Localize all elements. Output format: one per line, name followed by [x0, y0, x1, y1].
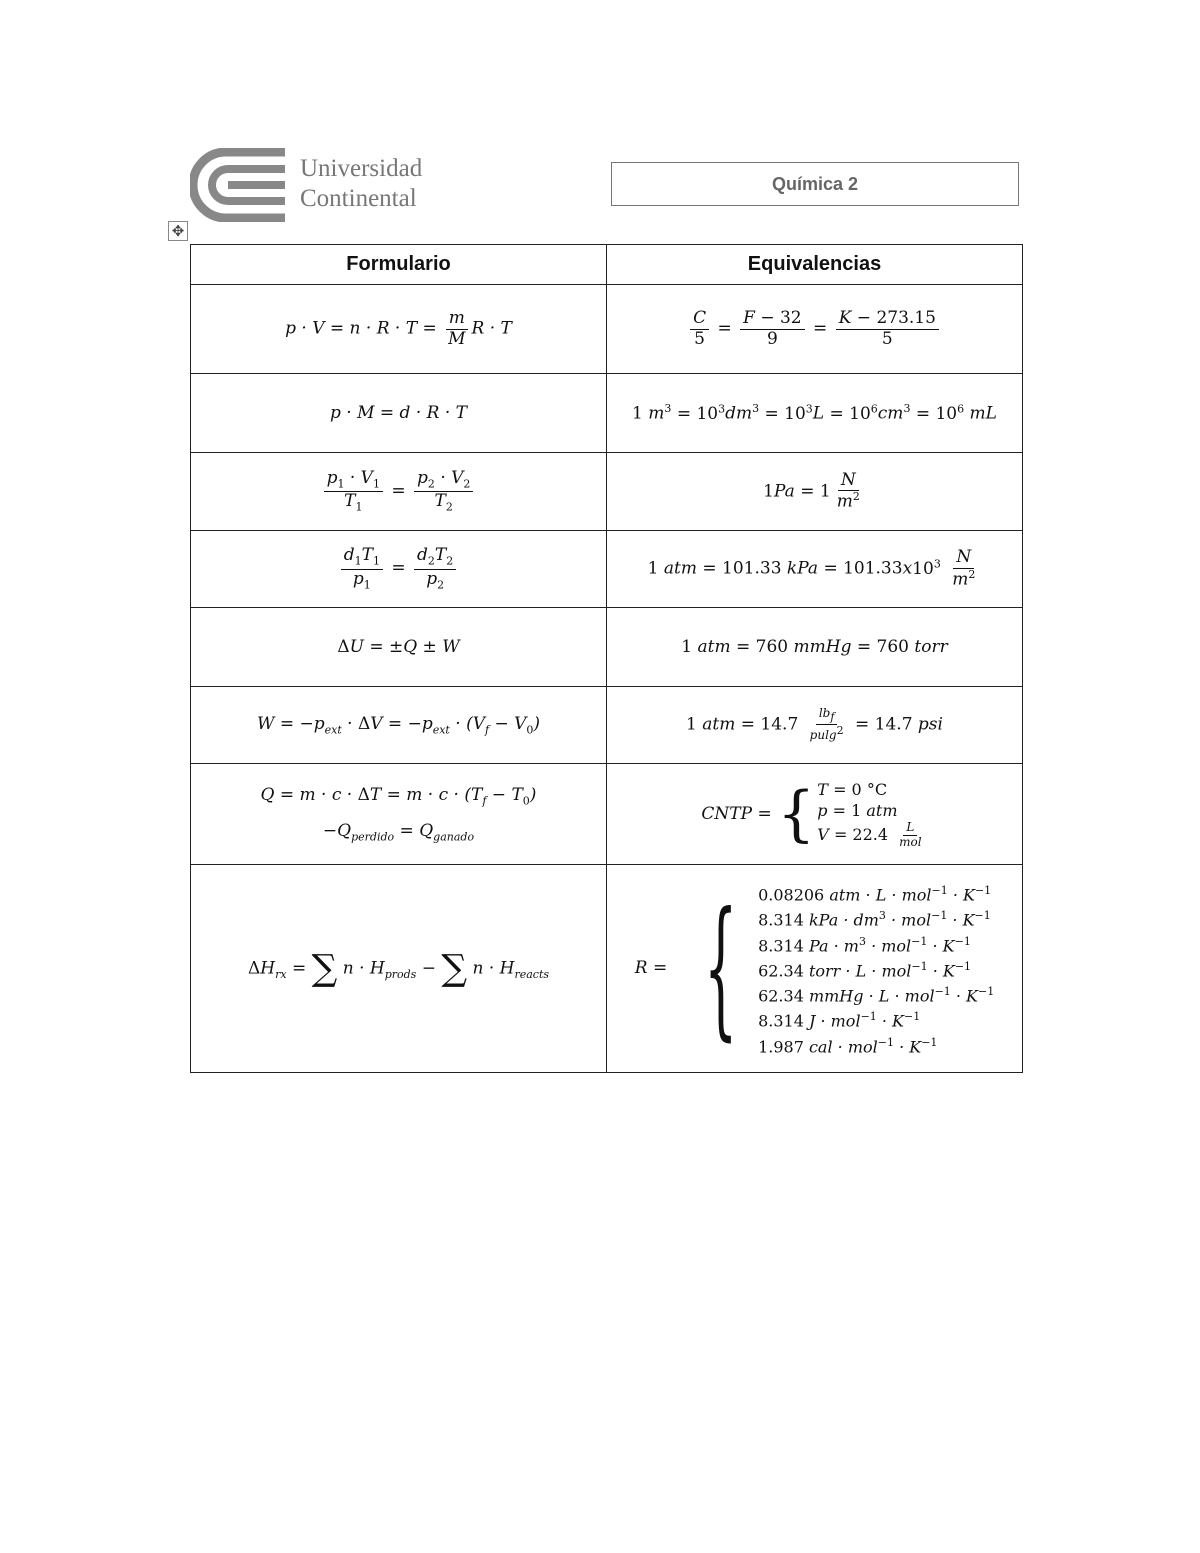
- university-logo: [190, 148, 460, 222]
- formula-heat: $Q = m \cdot c \cdot \Delta T = m \cdot c \cdot (T_f - T_0)$ $-Q_{perdido} = Q_{ganado}$: [191, 764, 607, 865]
- formula-table: [190, 244, 1023, 1073]
- equiv-volume: 1 $m^3 = 10^3dm^3 = 10^3L = 10^6cm^3 = 10^6$ mL: [607, 374, 1023, 453]
- equiv-atm-psi: 1 atm = 14.7 $\frac{lb_f}{pulg^2}$ = 14.7 psi: [607, 687, 1023, 764]
- logo-line-1: Universidad: [300, 155, 423, 182]
- formula-density: p · M = d · R · T: [191, 374, 607, 453]
- table-move-handle-icon[interactable]: ✥: [168, 221, 188, 241]
- header-equivalencias: Equivalencias: [607, 245, 1023, 285]
- formula-first-law: ΔU = ±Q ± W: [191, 608, 607, 687]
- logo-line-2: Continental: [300, 185, 417, 212]
- header-formulario: Formulario: [191, 245, 607, 285]
- equiv-temperature: $\frac{C}{5}$ = $\frac{F - 32}{9}$ = $\frac{K - 273.15}{5}$: [607, 285, 1023, 374]
- formula-work: $W = -p_{ext} \cdot \Delta V = -p_{ext} \cdot (V_f - V_0)$: [191, 687, 607, 764]
- equiv-gas-constant: R = { 0.08206 atm · $L \cdot mol^{-1} \cdot K^{-1}$ 8.314 kPa · $dm^3 \cdot mol^{-1} \cdot K^{-1}$ 8.314 $Pa \cdot m^3 \cdot mol^{-1} \cdot K^{-1}$ 62.34 torr · $L \cdot mol^{-1} \cdot K^{-1}$ 62.34 mmHg · $L \cdot mol^{-1} \cdot K^{-1}$ 8.314 $J \cdot mol^{-1} \cdot K^{-1}$ 1.987 cal · $mol^{-1} \cdot K^{-1}$: [607, 865, 1023, 1073]
- formula-ideal-gas: p · V = n · R · T = $\frac{m}{M}$ R · T: [191, 285, 607, 374]
- equiv-atm-mmhg: 1 atm = 760 mmHg = 760 torr: [607, 608, 1023, 687]
- formula-enthalpy: $\Delta H_{rx}$ = ∑ $n \cdot H_{prods}$ − ∑ $n \cdot H_{reacts}$: [191, 865, 607, 1073]
- formula-density-ratio: $\frac{d_1T_1}{p_1}$ = $\frac{d_2T_2}{p_2}$: [191, 531, 607, 608]
- equiv-atm-kpa: 1 atm = 101.33 kPa = $101.33x10^3$ $\frac{N}{m^2}$: [607, 531, 1023, 608]
- formula-combined-gas: $\frac{p_1 \cdot V_1}{T_1}$ = $\frac{p_2 \cdot V_2}{T_2}$: [191, 453, 607, 531]
- equiv-pascal: 1Pa = 1 $\frac{N}{m^2}$: [607, 453, 1023, 531]
- course-title: Química 2: [611, 162, 1019, 206]
- logo-emblem-icon: [190, 148, 295, 222]
- equiv-cntp: CNTP = { T = 0 °C p = 1 atm V = 22.4 $\frac{L}{\text{mol}}$: [607, 764, 1023, 865]
- logo-wordmark: [300, 154, 422, 214]
